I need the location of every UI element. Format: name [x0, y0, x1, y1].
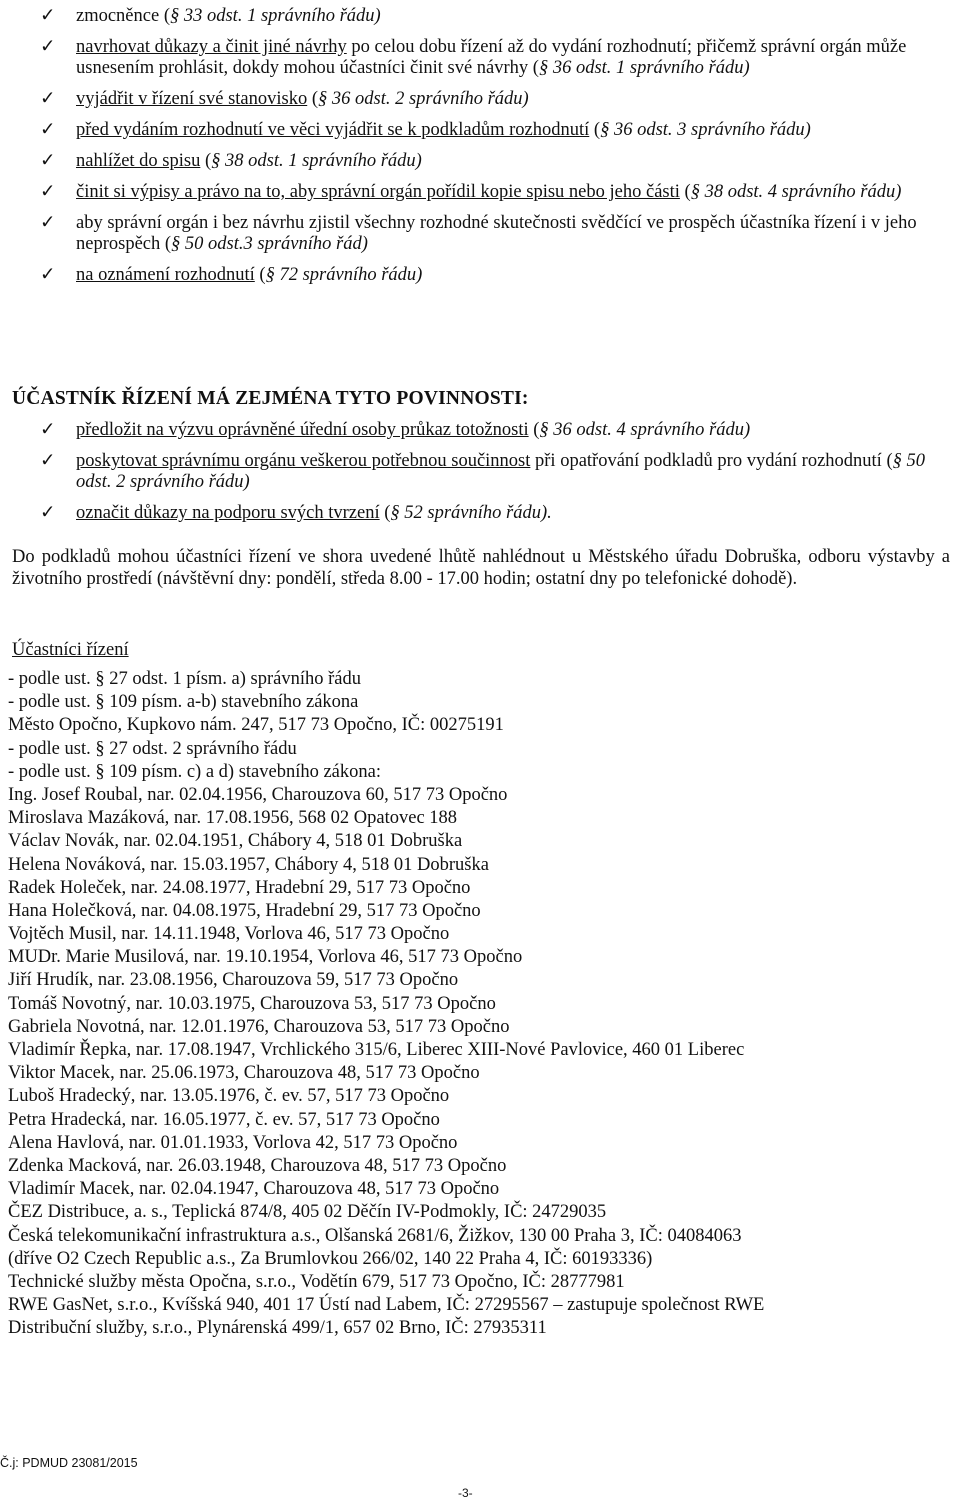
- reference-number: Č.j: PDMUD 23081/2015: [0, 1456, 138, 1470]
- item-underlined: vyjádřit v řízení své stanovisko: [76, 89, 308, 109]
- duty-item: [40, 420, 960, 441]
- rights-item: [40, 151, 960, 172]
- check-icon: ✓: [40, 213, 56, 233]
- duty-item: [40, 503, 960, 524]
- participant-line: Gabriela Novotná, nar. 12.01.1976, Charouzova 53, 517 73 Opočno: [8, 1016, 510, 1037]
- participant-line: Radek Holeček, nar. 24.08.1977, Hradební 29, 517 73 Opočno: [8, 877, 471, 898]
- participant-line: - podle ust. § 27 odst. 1 písm. a) správního řádu: [8, 669, 361, 689]
- participants-title: Účastníci řízení: [12, 640, 129, 660]
- item-text: (: [528, 420, 540, 440]
- item-text: (: [200, 151, 212, 171]
- item-text: (: [589, 120, 601, 140]
- item-text: (: [679, 182, 691, 202]
- check-icon: ✓: [40, 182, 56, 202]
- item-citation: § 50 odst. 2 správního řádu): [76, 451, 925, 492]
- duties-list: [40, 420, 960, 534]
- participant-line: Město Opočno, Kupkovo nám. 247, 517 73 Opočno, IČ: 00275191: [8, 715, 504, 736]
- item-underlined: poskytovat správnímu orgánu veškerou potřebnou součinnost: [76, 451, 531, 471]
- item-text: zmocněnce (: [76, 6, 170, 26]
- participant-line: MUDr. Marie Musilová, nar. 19.10.1954, Vorlova 46, 517 73 Opočno: [8, 947, 523, 968]
- participant-line: Helena Nováková, nar. 15.03.1957, Chábory 4, 518 01 Dobruška: [8, 854, 489, 875]
- item-underlined: nahlížet do spisu: [76, 151, 201, 171]
- rights-item: [40, 6, 960, 27]
- item-text: při opatřování podkladů pro vydání rozhodnutí (: [530, 451, 893, 471]
- item-citation: § 38 odst. 4 správního řádu): [690, 182, 902, 202]
- check-icon: ✓: [40, 420, 56, 440]
- item-text: (: [254, 265, 266, 285]
- participant-line: - podle ust. § 109 písm. c) a d) stavebního zákona:: [8, 761, 381, 782]
- participant-line: Vladimír Macek, nar. 02.04.1947, Charouzova 48, 517 73 Opočno: [8, 1179, 500, 1200]
- participant-line: Tomáš Novotný, nar. 10.03.1975, Charouzova 53, 517 73 Opočno: [8, 993, 496, 1014]
- check-icon: ✓: [40, 265, 56, 285]
- inspection-paragraph: Do podkladů mohou účastníci řízení ve shora uvedené lhůtě nahlédnout u Městského úřadu Dobruška, odboru výstavby a životního prostředí (návštěvní dny: pondělí, středa 8.00 - 17.00 hodin; ostatní dny po telefonické dohodě).: [12, 547, 950, 589]
- participant-line: Jiří Hrudík, nar. 23.08.1956, Charouzova 59, 517 73 Opočno: [8, 970, 459, 991]
- participant-line: Alena Havlová, nar. 01.01.1933, Vorlova 42, 517 73 Opočno: [8, 1132, 458, 1153]
- participant-line: Vladimír Řepka, nar. 17.08.1947, Vrchlického 315/6, Liberec XIII-Nové Pavlovice, 460 01 Liberec: [8, 1040, 745, 1060]
- check-icon: ✓: [40, 89, 56, 109]
- duties-heading: ÚČASTNÍK ŘÍZENÍ MÁ ZEJMÉNA TYTO POVINNOSTI:: [12, 388, 529, 409]
- check-icon: ✓: [40, 6, 56, 26]
- item-citation: § 72 správního řádu): [265, 265, 423, 285]
- item-text: (: [307, 89, 319, 109]
- participant-line: - podle ust. § 109 písm. a-b) stavebního zákona: [8, 692, 359, 713]
- participant-line: Hana Holečková, nar. 04.08.1975, Hradební 29, 517 73 Opočno: [8, 900, 481, 921]
- item-citation: § 52 správního řádu).: [390, 503, 552, 523]
- participant-line: Ing. Josef Roubal, nar. 02.04.1956, Charouzova 60, 517 73 Opočno: [8, 784, 508, 805]
- rights-list: [40, 6, 960, 296]
- check-icon: ✓: [40, 503, 56, 523]
- participant-line: Václav Novák, nar. 02.04.1951, Chábory 4, 518 01 Dobruška: [8, 831, 463, 852]
- item-underlined: předložit na výzvu oprávněné úřední osoby průkaz totožnosti: [76, 420, 529, 440]
- item-text: po celou dobu řízení až do vydání rozhodnutí; přičemž správní orgán může usnesením prohlásit, dokdy mohou účastníci činit své návrhy (: [76, 37, 907, 78]
- item-underlined: před vydáním rozhodnutí ve věci vyjádřit se k podkladům rozhodnutí: [76, 120, 590, 140]
- item-underlined: na oznámení rozhodnutí: [76, 265, 255, 285]
- check-icon: ✓: [40, 37, 56, 57]
- participant-line: Distribuční služby, s.r.o., Plynárenská 499/1, 657 02 Brno, IČ: 27935311: [8, 1318, 547, 1339]
- rights-item: [40, 182, 960, 203]
- item-text: aby správní orgán i bez návrhu zjistil všechny rozhodné skutečnosti svědčící ve prospěch účastníka řízení i v jeho neprospěch (: [76, 213, 917, 254]
- item-citation: § 33 odst. 1 správního řádu): [169, 6, 381, 26]
- participant-line: Petra Hradecká, nar. 16.05.1977, č. ev. 57, 517 73 Opočno: [8, 1109, 440, 1130]
- item-citation: § 36 odst. 3 správního řádu): [600, 120, 811, 140]
- check-icon: ✓: [40, 451, 56, 471]
- participant-line: Vojtěch Musil, nar. 14.11.1948, Vorlova 46, 517 73 Opočno: [8, 924, 450, 945]
- participant-line: Miroslava Mazáková, nar. 17.08.1956, 568 02 Opatovec 188: [8, 808, 458, 829]
- rights-item: [40, 120, 960, 141]
- item-underlined: označit důkazy na podporu svých tvrzení: [76, 503, 380, 523]
- item-citation: § 36 odst. 4 správního řádu): [539, 420, 751, 440]
- check-icon: ✓: [40, 151, 56, 171]
- rights-item: [40, 265, 960, 286]
- item-citation: § 38 odst. 1 správního řádu): [211, 151, 422, 171]
- item-citation: § 36 odst. 2 správního řádu): [318, 89, 529, 109]
- page-number: -3-: [458, 1486, 473, 1500]
- participant-line: Viktor Macek, nar. 25.06.1973, Charouzova 48, 517 73 Opočno: [8, 1063, 480, 1084]
- item-underlined: činit si výpisy a právo na to, aby správní orgán pořídil kopie spisu nebo jeho části: [76, 182, 680, 202]
- participant-line: Luboš Hradecký, nar. 13.05.1976, č. ev. 57, 517 73 Opočno: [8, 1086, 450, 1107]
- item-underlined: navrhovat důkazy a činit jiné návrhy: [76, 37, 347, 57]
- participant-line: Česká telekomunikační infrastruktura a.s., Olšanská 2681/6, Žižkov, 130 00 Praha 3, IČ: 04084063: [8, 1225, 742, 1246]
- item-text: (: [379, 503, 391, 523]
- participant-line: RWE GasNet, s.r.o., Kvíšská 940, 401 17 Ústí nad Labem, IČ: 27295567 – zastupuje společnost RWE: [8, 1295, 765, 1316]
- check-icon: ✓: [40, 120, 56, 140]
- rights-item: [40, 89, 960, 110]
- item-citation: § 50 odst.3 správního řád): [171, 234, 368, 254]
- rights-item: [40, 37, 960, 79]
- duty-item: [40, 451, 960, 493]
- participants-list: [8, 668, 953, 1340]
- participant-line: ČEZ Distribuce, a. s., Teplická 874/8, 405 02 Děčín IV-Podmokly, IČ: 24729035: [8, 1202, 607, 1223]
- participant-line: (dříve O2 Czech Republic a.s., Za Brumlovkou 266/02, 140 22 Praha 4, IČ: 60193336): [8, 1248, 653, 1269]
- participant-line: - podle ust. § 27 odst. 2 správního řádu: [8, 738, 297, 759]
- rights-item: [40, 213, 960, 255]
- participant-line: Technické služby města Opočna, s.r.o., Vodětín 679, 517 73 Opočno, IČ: 28777981: [8, 1271, 625, 1292]
- participant-line: Zdenka Macková, nar. 26.03.1948, Charouzova 48, 517 73 Opočno: [8, 1155, 507, 1176]
- item-citation: § 36 odst. 1 správního řádu): [538, 58, 750, 78]
